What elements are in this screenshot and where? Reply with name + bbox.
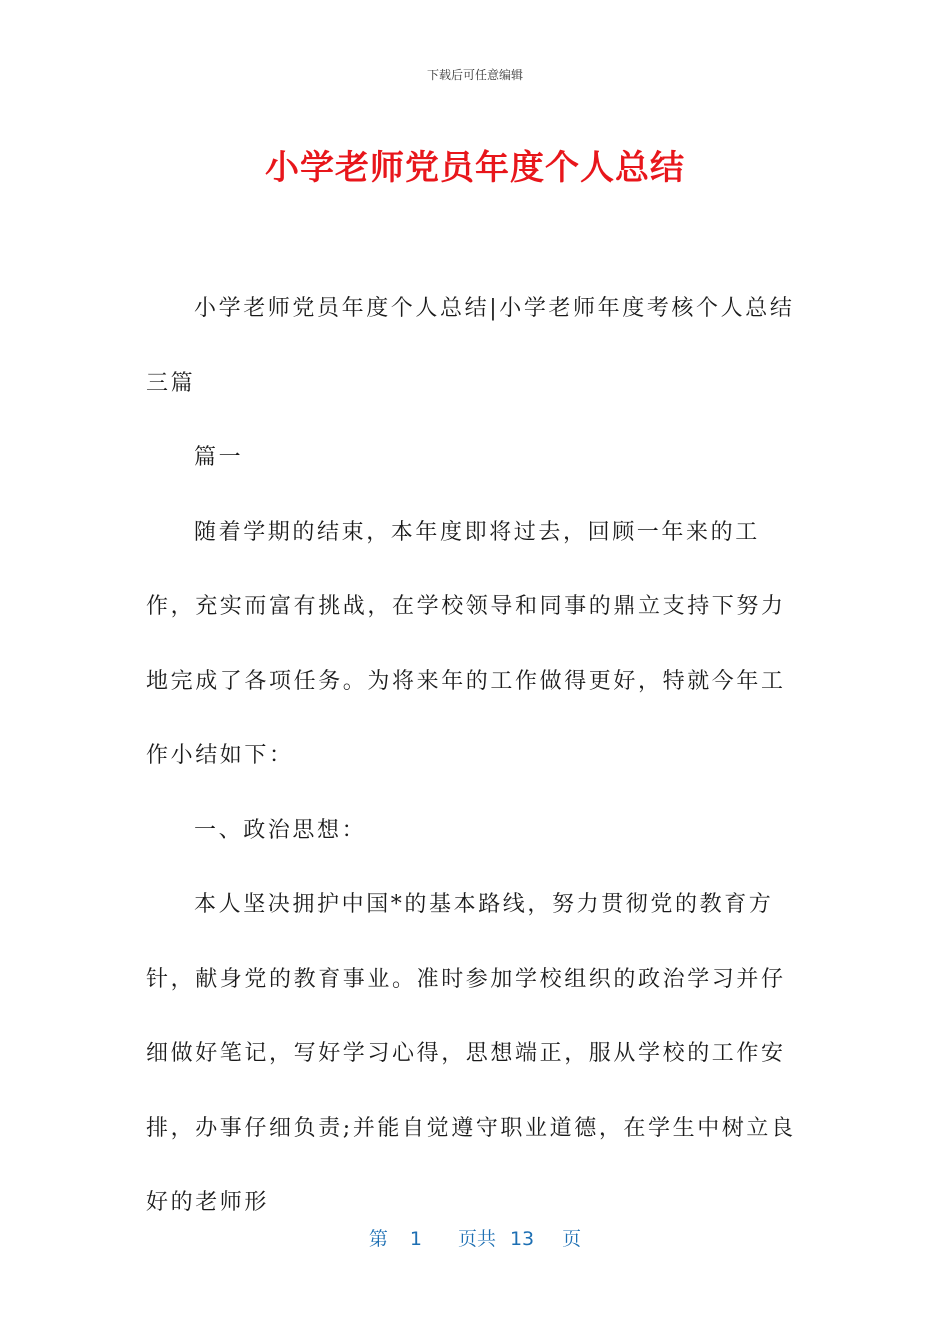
page-footer [0,1224,950,1251]
document-title: 小学老师党员年度个人总结 [265,148,685,188]
footer-middle: 页共 [457,1228,496,1250]
footer-prefix: 第 [368,1228,388,1250]
paragraph-subtitle: 小学老师党员年度个人总结|小学老师年度考核个人总结三篇 [146,296,795,396]
footer-suffix: 页 [562,1228,582,1250]
footer-total-pages: 13 [509,1228,535,1250]
paragraph-heading-politics: 一、政治思想： [194,817,367,843]
paragraph-intro: 随着学期的结束，本年度即将过去，回顾一年来的工作，充实而富有挑战，在学校领导和同事的鼎立支持下努力地完成了各项任务。为将来年的工作做得更好，特就今年工作小结如下： [146,519,786,768]
paragraph-section-label: 篇一 [194,445,244,470]
document-body [146,272,806,1241]
paragraph-politics: 本人坚决拥护中国*的基本路线，努力贯彻党的教育方针，献身党的教育事业。准时参加学校组织的政治学习并仔细做好笔记，写好学习心得，思想端正，服从学校的工作安排，办事仔细负责;并能自觉遵守职业道德，在学生中树立良好的老师形 [146,892,796,1215]
footer-current-page: 1 [409,1228,422,1250]
header-note: 下载后可任意编辑 [426,68,523,82]
